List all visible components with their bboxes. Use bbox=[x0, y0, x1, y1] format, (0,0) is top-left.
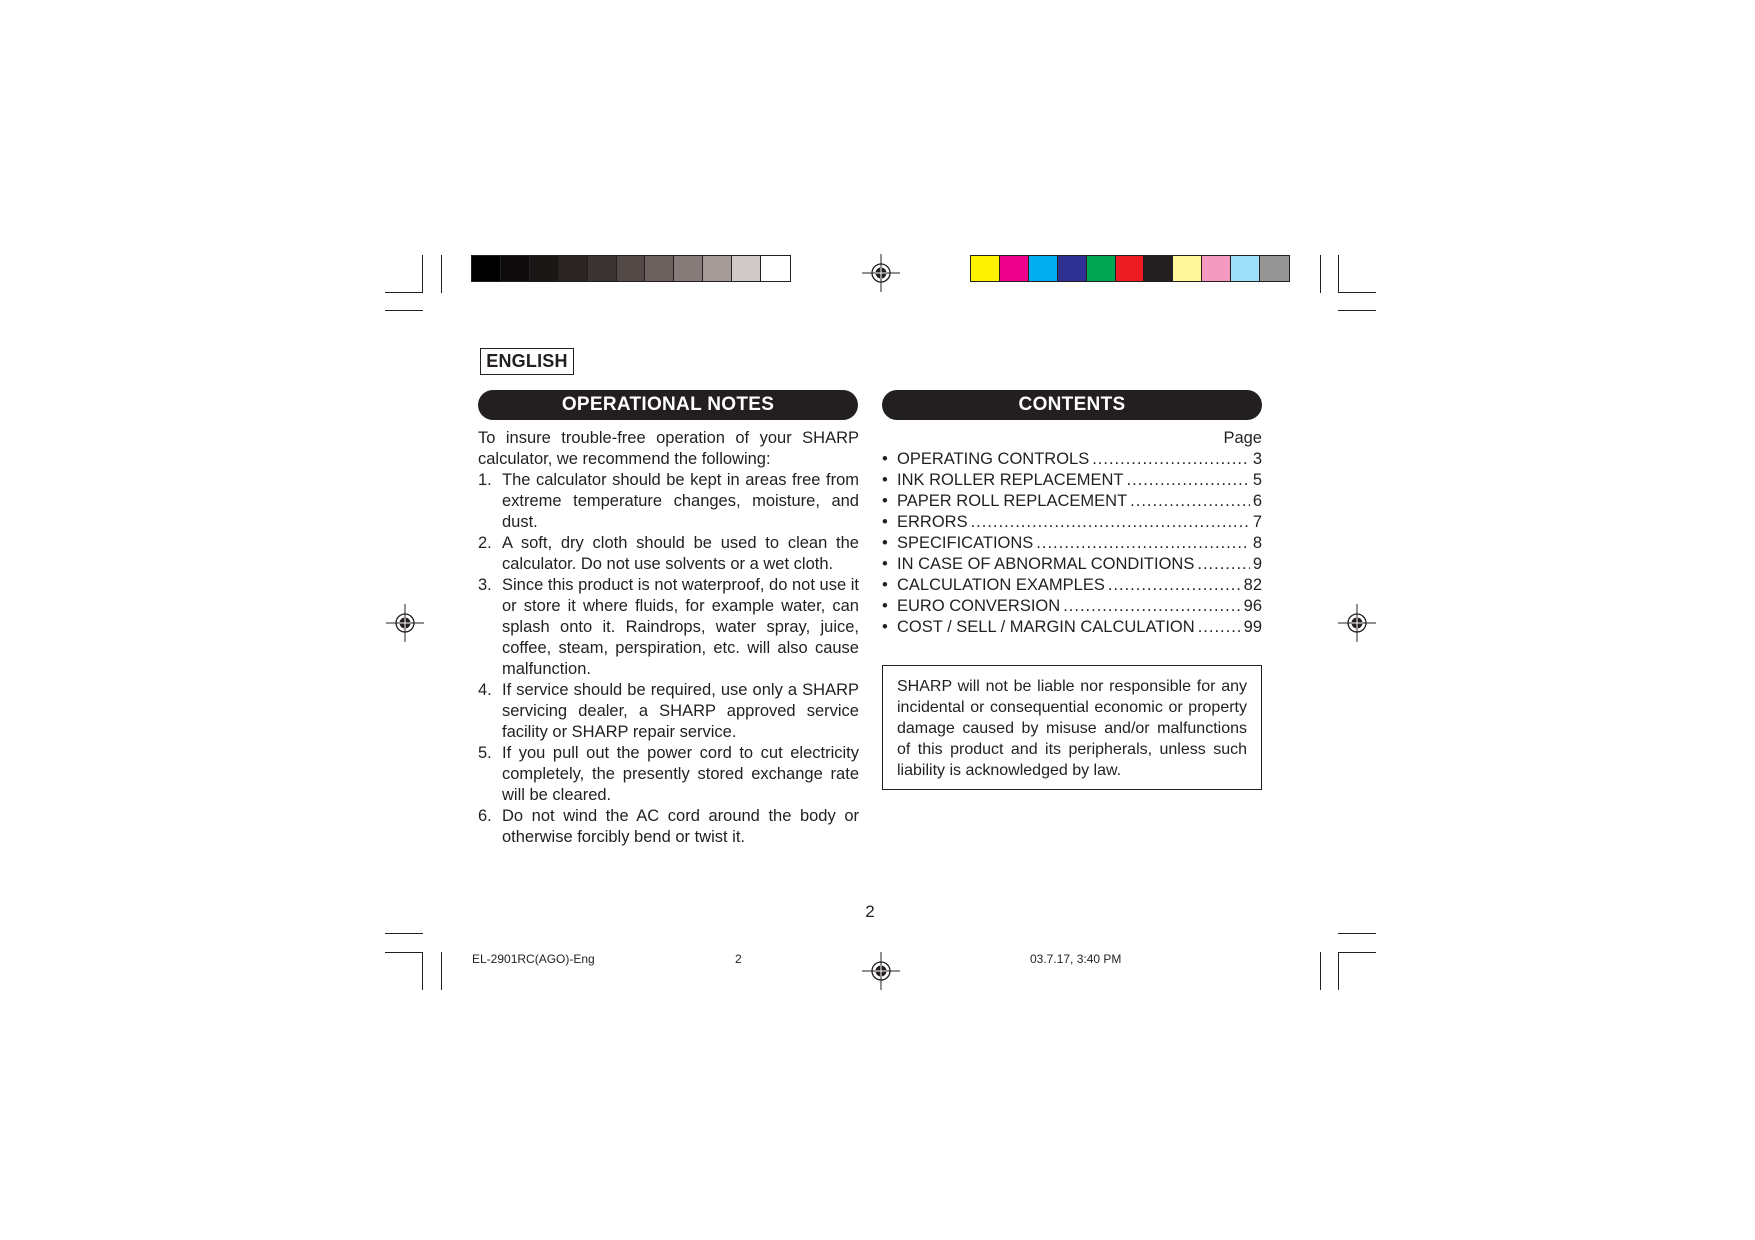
contents-entry-page: 6 bbox=[1252, 492, 1262, 510]
contents-entry-title: IN CASE OF ABNORMAL CONDITIONS bbox=[897, 555, 1195, 573]
operational-note-number: 5. bbox=[478, 744, 492, 762]
operational-notes-heading: OPERATIONAL NOTES bbox=[478, 390, 858, 420]
dot-leader bbox=[971, 512, 1250, 533]
operational-note-item bbox=[478, 680, 859, 743]
operational-notes-section bbox=[478, 428, 859, 848]
dot-leader bbox=[1126, 470, 1249, 491]
crop-mark bbox=[385, 952, 423, 953]
registration-mark-icon bbox=[1338, 604, 1376, 642]
crop-mark bbox=[1338, 255, 1339, 293]
color-swatch bbox=[1144, 256, 1173, 281]
operational-note-item bbox=[478, 470, 859, 533]
contents-entry-title: SPECIFICATIONS bbox=[897, 534, 1034, 552]
footer-page: 2 bbox=[735, 952, 742, 966]
color-swatch bbox=[732, 256, 761, 281]
bullet-icon: • bbox=[882, 576, 888, 594]
contents-entry bbox=[882, 554, 1262, 575]
dot-leader bbox=[1063, 596, 1240, 617]
color-swatch bbox=[530, 256, 559, 281]
color-swatch bbox=[1260, 256, 1289, 281]
bullet-icon: • bbox=[882, 492, 888, 510]
color-swatch bbox=[1058, 256, 1087, 281]
bullet-icon: • bbox=[882, 555, 888, 573]
page-number: 2 bbox=[865, 902, 875, 921]
contents-entry-page: 7 bbox=[1252, 513, 1262, 531]
crop-mark bbox=[1338, 310, 1376, 311]
contents-entry-page: 99 bbox=[1243, 618, 1262, 636]
operational-note-number: 1. bbox=[478, 471, 492, 489]
color-swatch bbox=[1202, 256, 1231, 281]
color-swatch bbox=[1231, 256, 1260, 281]
operational-note-text: Since this product is not waterproof, do not use it or store it where fluids, for example water, can splash onto it. Raindrops, water spray, juice, coffee, steam, perspiration, etc. will also cause malfunction. bbox=[502, 576, 859, 678]
contents-page-label: Page bbox=[1223, 429, 1262, 447]
contents-entry-title: ERRORS bbox=[897, 513, 968, 531]
operational-note-text: A soft, dry cloth should be used to clean the calculator. Do not use solvents or a wet cloth. bbox=[502, 534, 859, 573]
dot-leader bbox=[1108, 575, 1241, 596]
contents-entry bbox=[882, 491, 1262, 512]
registration-mark-icon bbox=[862, 254, 900, 292]
color-swatch bbox=[703, 256, 732, 281]
footer-timestamp: 03.7.17, 3:40 PM bbox=[1030, 952, 1122, 966]
operational-note-number: 6. bbox=[478, 807, 492, 825]
operational-note-text: If service should be required, use only a SHARP servicing dealer, a SHARP approved service facility or SHARP repair service. bbox=[502, 681, 859, 741]
liability-disclaimer: SHARP will not be liable nor responsible for any incidental or consequential economic or property damage caused by misuse and/or malfunctions of this product and its peripherals, unless such liability is acknowledged by law. bbox=[882, 665, 1262, 790]
color-swatch bbox=[674, 256, 703, 281]
dot-leader bbox=[1197, 554, 1249, 575]
contents-entry-page: 9 bbox=[1252, 555, 1262, 573]
crop-mark bbox=[422, 952, 423, 990]
operational-note-text: The calculator should be kept in areas free from extreme temperature changes, moisture, and dust. bbox=[502, 471, 859, 531]
color-swatch bbox=[761, 256, 790, 281]
color-swatch bbox=[1000, 256, 1029, 281]
color-swatch bbox=[617, 256, 646, 281]
contents-entry-page: 8 bbox=[1252, 534, 1262, 552]
operational-note-number: 3. bbox=[478, 576, 492, 594]
color-swatch bbox=[559, 256, 588, 281]
bullet-icon: • bbox=[882, 618, 888, 636]
contents-section bbox=[882, 428, 1262, 638]
dot-leader bbox=[1130, 491, 1250, 512]
operational-notes-list bbox=[478, 470, 859, 848]
operational-note-number: 4. bbox=[478, 681, 492, 699]
crop-mark bbox=[385, 292, 423, 293]
color-swatch bbox=[1116, 256, 1145, 281]
crop-mark bbox=[1338, 292, 1376, 293]
contents-heading: CONTENTS bbox=[882, 390, 1262, 420]
operational-notes-intro: To insure trouble-free operation of your SHARP calculator, we recommend the following: bbox=[478, 429, 859, 468]
color-swatch bbox=[971, 256, 1000, 281]
bullet-icon: • bbox=[882, 534, 888, 552]
color-swatch bbox=[1087, 256, 1116, 281]
contents-entry-title: PAPER ROLL REPLACEMENT bbox=[897, 492, 1128, 510]
bullet-icon: • bbox=[882, 450, 888, 468]
crop-mark bbox=[1320, 952, 1321, 990]
color-swatch bbox=[588, 256, 617, 281]
contents-entry-title: OPERATING CONTROLS bbox=[897, 450, 1090, 468]
contents-entry bbox=[882, 575, 1262, 596]
language-label: ENGLISH bbox=[480, 348, 574, 375]
operational-note-item bbox=[478, 743, 859, 806]
operational-note-item bbox=[478, 575, 859, 680]
operational-note-text: If you pull out the power cord to cut electricity completely, the presently stored exchange rate will be cleared. bbox=[502, 744, 859, 804]
bullet-icon: • bbox=[882, 513, 888, 531]
registration-mark-icon bbox=[386, 604, 424, 642]
crop-mark bbox=[385, 933, 423, 934]
crop-mark bbox=[441, 255, 442, 293]
contents-entry bbox=[882, 449, 1262, 470]
contents-entry bbox=[882, 512, 1262, 533]
color-swatch bbox=[645, 256, 674, 281]
contents-entry-title: COST / SELL / MARGIN CALCULATION bbox=[897, 618, 1195, 636]
contents-entry bbox=[882, 596, 1262, 617]
operational-note-item bbox=[478, 533, 859, 575]
contents-list bbox=[882, 449, 1262, 638]
operational-note-item bbox=[478, 806, 859, 848]
grayscale-calibration-bar bbox=[471, 255, 791, 282]
crop-mark bbox=[1338, 952, 1339, 990]
crop-mark bbox=[1338, 952, 1376, 953]
footer-file-name: EL-2901RC(AGO)-Eng bbox=[472, 952, 595, 966]
registration-mark-icon bbox=[862, 952, 900, 990]
contents-entry-page: 82 bbox=[1243, 576, 1262, 594]
crop-mark bbox=[441, 952, 442, 990]
operational-note-number: 2. bbox=[478, 534, 492, 552]
contents-entry bbox=[882, 617, 1262, 638]
crop-mark bbox=[422, 255, 423, 293]
operational-note-text: Do not wind the AC cord around the body or otherwise forcibly bend or twist it. bbox=[502, 807, 859, 846]
color-calibration-bar bbox=[970, 255, 1290, 282]
bullet-icon: • bbox=[882, 471, 888, 489]
contents-entry-title: CALCULATION EXAMPLES bbox=[897, 576, 1105, 594]
contents-entry bbox=[882, 470, 1262, 491]
contents-entry bbox=[882, 533, 1262, 554]
contents-entry-page: 96 bbox=[1243, 597, 1262, 615]
contents-entry-title: EURO CONVERSION bbox=[897, 597, 1061, 615]
dot-leader bbox=[1198, 617, 1241, 638]
crop-mark bbox=[1338, 933, 1376, 934]
contents-entry-page: 5 bbox=[1252, 471, 1262, 489]
contents-entry-title: INK ROLLER REPLACEMENT bbox=[897, 471, 1124, 489]
crop-mark bbox=[1320, 255, 1321, 293]
color-swatch bbox=[1173, 256, 1202, 281]
color-swatch bbox=[501, 256, 530, 281]
color-swatch bbox=[472, 256, 501, 281]
contents-entry-page: 3 bbox=[1252, 450, 1262, 468]
dot-leader bbox=[1036, 533, 1250, 554]
dot-leader bbox=[1092, 449, 1250, 470]
crop-mark bbox=[385, 310, 423, 311]
color-swatch bbox=[1029, 256, 1058, 281]
bullet-icon: • bbox=[882, 597, 888, 615]
